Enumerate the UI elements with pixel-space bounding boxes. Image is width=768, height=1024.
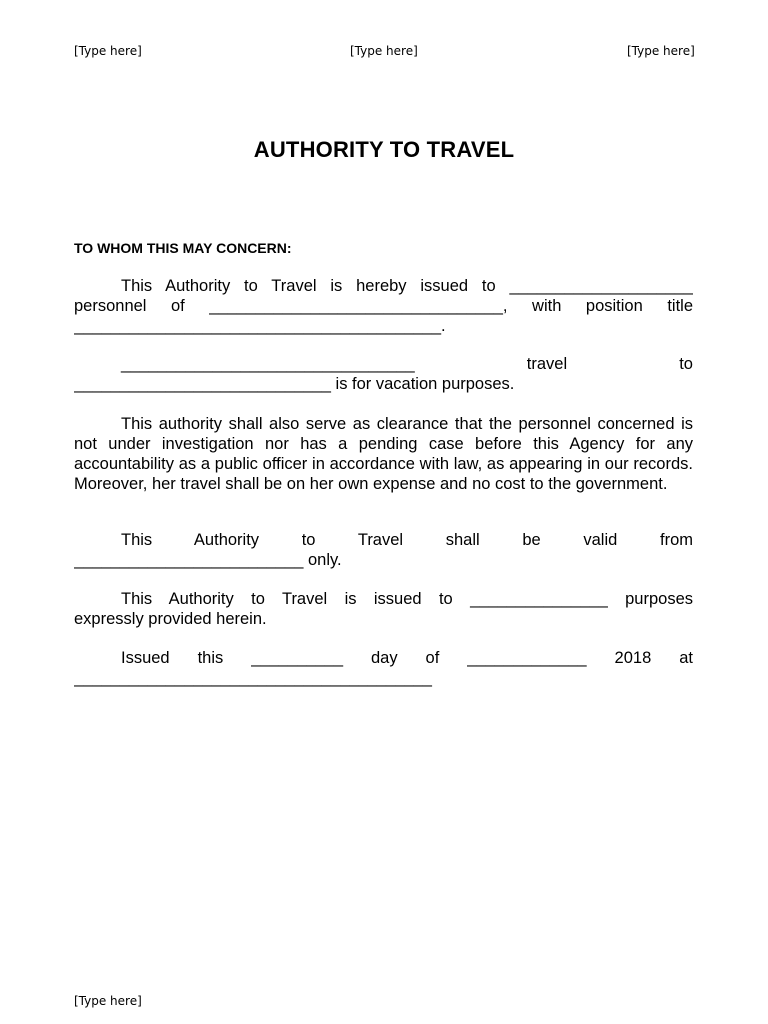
paragraph-line: This Authority to Travel shall be valid from <box>121 531 693 549</box>
paragraph-line: Issued this __________ day of _____________ 2018 at <box>121 649 693 667</box>
paragraph-line: This Authority to Travel is hereby issued to ____________________ <box>121 277 693 295</box>
paragraph-line: _________________________ only. <box>74 551 342 569</box>
paragraph-line: ____________________________ is for vacation purposes. <box>74 375 515 393</box>
paragraph-clearance <box>74 414 693 494</box>
document-title: AUTHORITY TO TRAVEL <box>253 137 515 162</box>
header-left-placeholder: [Type here] <box>74 44 142 58</box>
paragraph-line: ________________________________________. <box>74 317 446 335</box>
paragraph-line: ________________________________ travel to <box>121 355 693 373</box>
paragraph-travel-to <box>74 354 693 394</box>
header-center-placeholder: [Type here] <box>350 44 418 58</box>
paragraph-text: This authority shall also serve as clearance that the personnel concerned is not under investigation nor has a pending case before this Agency for any accountability as a public officer in accordance with law, as appearing in our records. Moreover, her travel shall be on her own expense and no cost to the government. <box>74 415 693 493</box>
paragraph-validity <box>74 530 693 570</box>
paragraph-issued-date <box>74 648 693 688</box>
paragraph-purposes <box>74 589 693 629</box>
header-right-placeholder: [Type here] <box>627 44 695 58</box>
paragraph-line: This Authority to Travel is issued to _______________ purposes <box>121 590 693 608</box>
paragraph-line: personnel of ________________________________, with position title <box>74 297 693 315</box>
paragraph-line: expressly provided herein. <box>74 610 267 628</box>
salutation: TO WHOM THIS MAY CONCERN: <box>74 240 292 256</box>
paragraph-line: _______________________________________ <box>74 669 432 687</box>
paragraph-issued-to <box>74 276 693 336</box>
footer-left-placeholder: [Type here] <box>74 994 142 1008</box>
